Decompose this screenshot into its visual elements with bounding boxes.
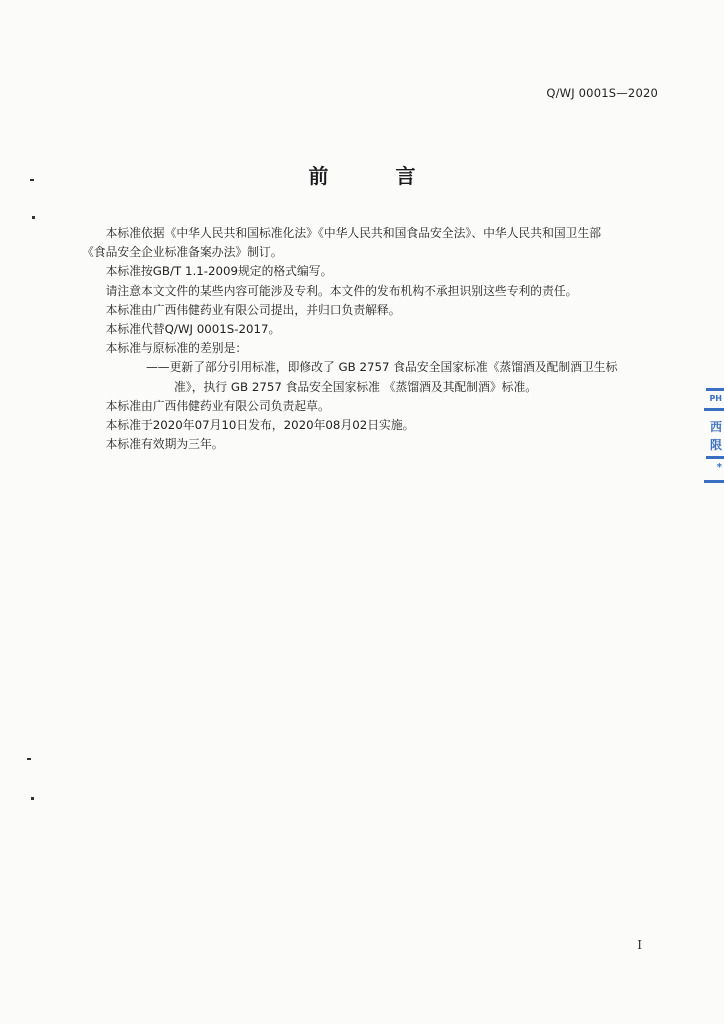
- scan-mark: [27, 758, 31, 760]
- paragraph-basis-line2: 《食品安全企业标准备案办法》制订。: [82, 245, 283, 260]
- paragraph-validity: 本标准有效期为三年。: [105, 437, 224, 452]
- difference-item-line2: 准》，执行 GB 2757 食品安全国家标准 《蒸馏酒及其配制酒》标准。: [174, 379, 538, 394]
- page-number: I: [637, 938, 642, 952]
- scan-mark: [30, 179, 34, 181]
- difference-item-line1: ——更新了部分引用标准，即修改了 GB 2757 食品安全国家标准《蒸馏酒及配制酒卫生标: [146, 360, 618, 375]
- document-code: Q/WJ 0001S—2020: [546, 86, 658, 100]
- paragraph-replaces: 本标准代替Q/WJ 0001S-2017。: [105, 322, 281, 337]
- paragraph-dates: 本标准于2020年07月10日发布，2020年08月02日实施。: [105, 418, 415, 433]
- paragraph-basis-line1: 本标准依据《中华人民共和国标准化法》《中华人民共和国食品安全法》、中华人民共和国卫生部: [105, 226, 602, 240]
- scan-mark: [32, 216, 35, 219]
- scan-mark: [31, 797, 34, 800]
- paragraph-proposer: 本标准由广西伟健药业有限公司提出，并归口负责解释。: [105, 302, 401, 317]
- document-body: [82, 224, 662, 454]
- paragraph-patent-notice: 请注意本文文件的某些内容可能涉及专利。本文件的发布机构不承担识别这些专利的责任。: [105, 283, 578, 298]
- paragraph-format: 本标准按GB/T 1.1-2009规定的格式编写。: [105, 264, 333, 279]
- partial-seal-stamp: PH 西 限 *: [702, 382, 724, 490]
- paragraph-drafter: 本标准由广西伟健药业有限公司负责起草。: [105, 398, 330, 413]
- section-title: 前 言: [308, 164, 446, 188]
- paragraph-differences-intro: 本标准与原标准的差别是：: [105, 341, 248, 356]
